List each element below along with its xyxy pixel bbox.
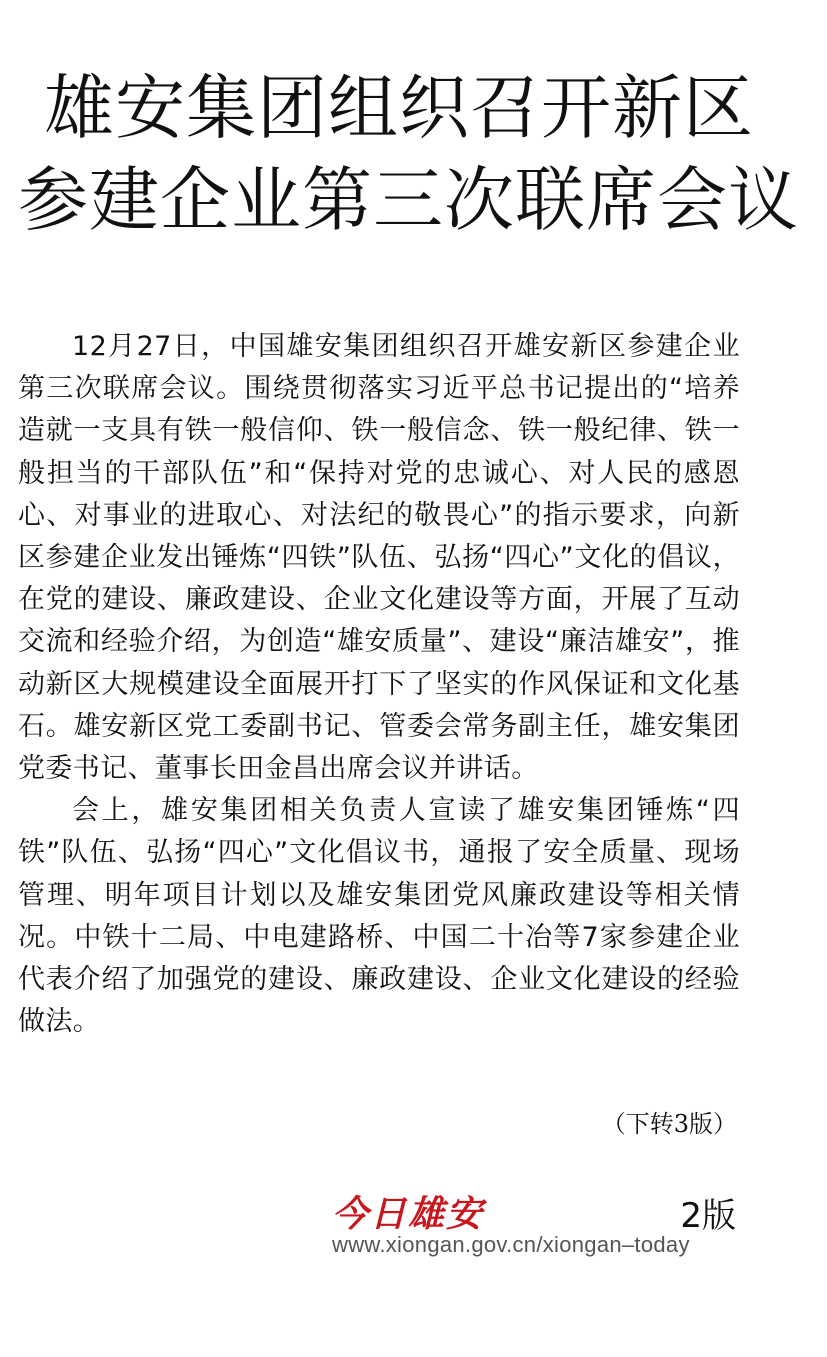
article-paragraph-1: 12月27日，中国雄安集团组织召开雄安新区参建企业第三次联席会议。围绕贯彻落实习近平总书记提出的“培养造就一支具有铁一般信仰、铁一般信念、铁一般纪律、铁一般担当的干部队伍”和“保持对党的忠诚心、对人民的感恩心、对事业的进取心、对法纪的敬畏心”的指示要求，向新区参建企业发出锤炼“四铁”队伍、弘扬“四心”文化的倡议，在党的建设、廉政建设、企业文化建设等方面，开展了互动交流和经验介绍，为创造“雄安质量”、建设“廉洁雄安”，推动新区大规模建设全面展开打下了坚实的作风保证和文化基石。雄安新区党工委副书记、管委会常务副主任，雄安集团党委书记、董事长田金昌出席会议并讲话。	[18, 331, 740, 785]
brand-logo: 今日雄安	[332, 1193, 485, 1235]
article-body	[18, 326, 740, 1043]
page-footer	[332, 1186, 736, 1266]
edition-number: 2版	[680, 1196, 736, 1236]
headline	[18, 62, 799, 246]
headline-line-2: 参建企业第三次联席会议	[18, 159, 799, 241]
headline-line-1: 雄安集团组织召开新区	[44, 67, 754, 149]
footer-url: www.xiongan.gov.cn/xiongan–today	[332, 1232, 690, 1257]
continued-note: （下转3版）	[601, 1110, 737, 1138]
article-paragraph-2: 会上，雄安集团相关负责人宣读了雄安集团锤炼“四铁”队伍、弘扬“四心”文化倡议书，通报了安全质量、现场管理、明年项目计划以及雄安集团党风廉政建设等相关情况。中铁十二局、中电建路桥、中国二十冶等7家参建企业代表介绍了加强党的建设、廉政建设、企业文化建设的经验做法。	[18, 795, 740, 1038]
